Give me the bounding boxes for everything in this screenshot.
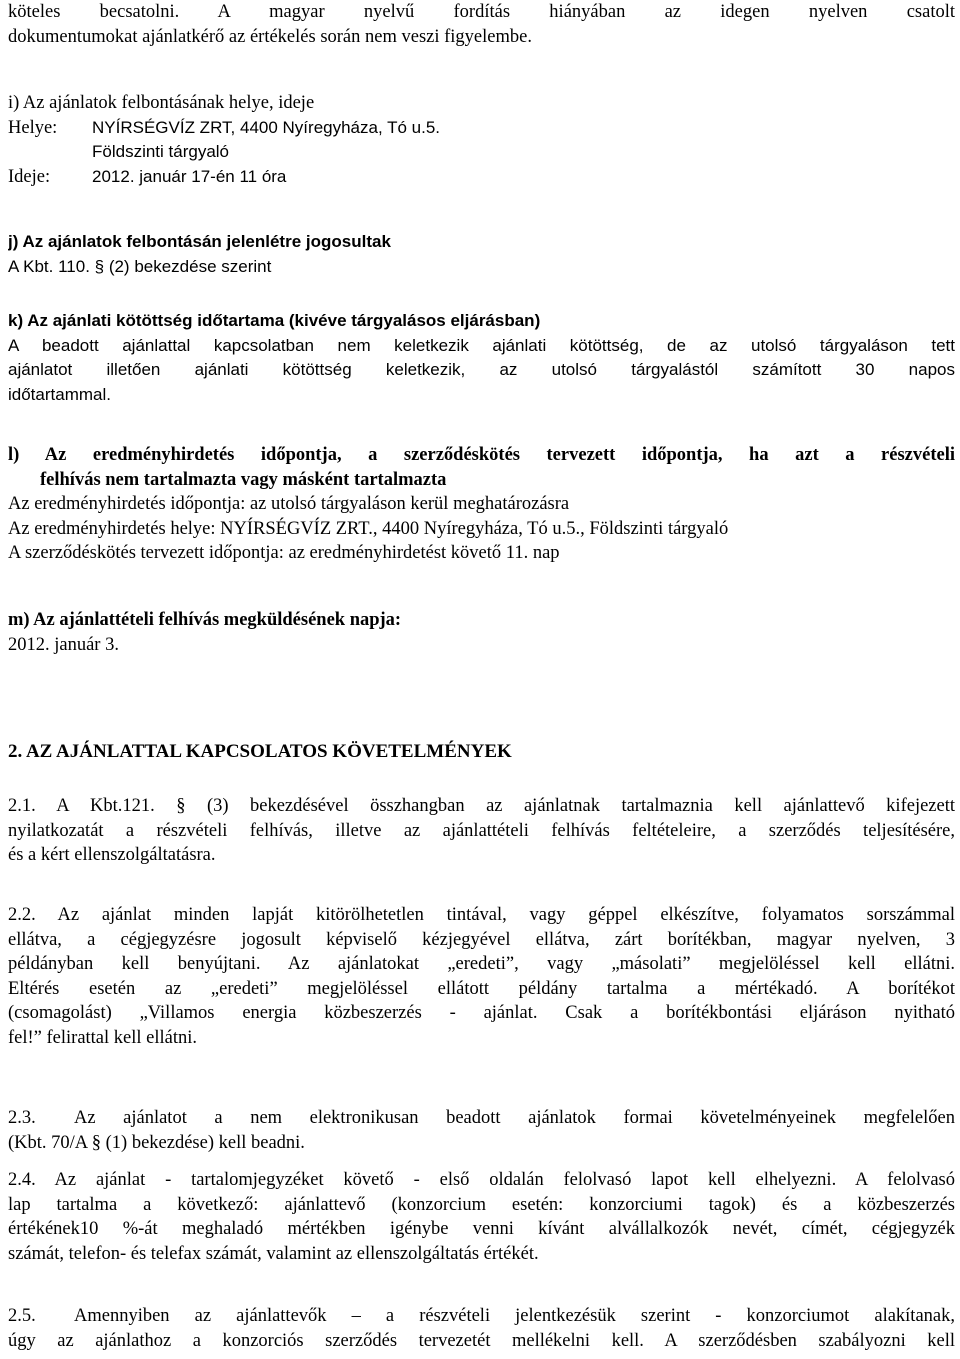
section-l <box>8 443 955 566</box>
section-k-heading: k) Az ajánlati kötöttség időtartama (kivéve tárgyalásos eljárásban) <box>8 311 541 330</box>
place-value: NYÍRSÉGVÍZ ZRT, 4400 Nyíregyháza, Tó u.5. <box>92 117 441 137</box>
text-line: 2.1. A Kbt.121. § (3) bekezdésével összhangban az ajánlatnak tartalmaznia kell ajánlattevő kifejezett <box>8 796 955 816</box>
text-line: nyilatkozatát a részvételi felhívás, illetve az ajánlattételi felhívás feltételeire, a szerződés teljesítésére, <box>8 820 955 841</box>
time-label: Ideje: <box>8 166 51 187</box>
section-j-heading: j) Az ajánlatok felbontásán jelenlétre jogosultak <box>8 232 391 251</box>
section-l-heading: l) Az eredményhirdetés időpontja, a szerződéskötés tervezett időpontja, ha azt a részvételi <box>8 445 955 465</box>
text-line: (csomagolást) „Villamos energia közbeszerzés - ajánlat. Csak a borítékbontási eljáráson nyitható <box>8 1003 955 1024</box>
text-line: számát, telefon- és telefax számát, valamint az ellenszolgáltatás értékét. <box>8 1243 539 1264</box>
paragraph-2-5 <box>8 1304 955 1353</box>
place-value-2: Földszinti tárgyaló <box>92 142 230 162</box>
text-line: példányban kell benyújtani. Az ajánlatokat „eredeti”, vagy „másolati” megjelöléssel kell ellátni. <box>8 954 955 975</box>
text-line: ajánlatot illetően ajánlati kötöttség keletkezik, az utolsó tárgyalástól számított 30 napos <box>8 360 955 380</box>
text-line: és a kért ellenszolgáltatásra. <box>8 845 216 866</box>
paragraph-2-3 <box>8 1106 955 1155</box>
section-k <box>8 309 955 407</box>
text-line: fel!” felirattal kell ellátni. <box>8 1027 198 1048</box>
text-line: 2.2. Az ajánlat minden lapját kitörölhetetlen tintával, vagy géppel elkészítve, folyamatos sorszámmal <box>8 905 955 925</box>
text-line: Amennyiben az ajánlattevők – a részvételi jelentkezésük szerint - konzorciumot alakítanak, <box>74 1306 955 1326</box>
paragraph-2-2 <box>8 903 955 1051</box>
text-line: 2.4. Az ajánlat - tartalomjegyzéket követő - első oldalán felolvasó lapot kell elhelyezni. A felolvasó <box>8 1170 955 1190</box>
section-m <box>8 608 955 657</box>
time-row <box>8 165 955 190</box>
section-i <box>8 91 955 189</box>
section-j <box>8 230 955 279</box>
text-line: ellátva, a cégjegyzésre jogosult képviselő kézjegyével ellátva, zárt borítékban, magyar nyelven, 3 <box>8 929 955 950</box>
text-line: Az eredményhirdetés időpontja: az utolsó tárgyaláson kerül meghatározásra <box>8 494 570 515</box>
paragraph-2-5-first <box>8 1304 955 1329</box>
place-label: Helye: <box>8 117 58 138</box>
place-row <box>8 116 955 141</box>
section-i-heading: i) Az ajánlatok felbontásának helye, ideje <box>8 93 315 113</box>
section-m-body: 2012. január 3. <box>8 634 119 655</box>
section-l-heading-cont: felhívás nem tartalmazta vagy másként tartalmazta <box>40 469 447 490</box>
time-value: 2012. január 17-én 11 óra <box>92 166 287 186</box>
text-line: köteles becsatolni. A magyar nyelvű fordítás hiányában az idegen nyelven csatolt <box>8 2 955 22</box>
chapter-2-heading: 2. AZ AJÁNLATTAL KAPCSOLATOS KÖVETELMÉNYEK <box>8 741 512 762</box>
paragraph-number: 2.5. <box>8 1306 36 1326</box>
paragraph-2-4 <box>8 1168 955 1266</box>
text-line: Az eredményhirdetés helye: NYÍRSÉGVÍZ ZRT., 4400 Nyíregyháza, Tó u.5., Földszinti tárgyaló <box>8 518 729 539</box>
text-line: Az ajánlatot a nem elektronikusan beadott ajánlatok formai követelményeinek megfelelően <box>74 1108 955 1128</box>
text-line: (Kbt. 70/A § (1) bekezdése) kell beadni. <box>8 1132 305 1153</box>
section-j-body: A Kbt. 110. § (2) bekezdése szerint <box>8 256 272 276</box>
text-line: Eltérés esetén az „eredeti” megjelöléssel ellátott példány tartalma a mértékadó. A borítékot <box>8 978 955 999</box>
paragraph-2-3-first <box>8 1106 955 1131</box>
chapter-2 <box>8 740 955 765</box>
top-paragraph <box>8 0 955 49</box>
paragraph-number: 2.3. <box>8 1108 36 1128</box>
paragraph-2-1 <box>8 794 955 868</box>
text-line: A beadott ajánlattal kapcsolatban nem keletkezik ajánlati kötöttség, de az utolsó tárgyaláson tett <box>8 335 955 355</box>
text-line: A szerződéskötés tervezett időpontja: az eredményhirdetést követő 11. nap <box>8 543 560 564</box>
text-line: időtartammal. <box>8 384 111 404</box>
text-line: értékének10 %-át meghaladó mértékben igénybe venni kívánt alvállalkozók nevét, címét, cégjegyzék <box>8 1219 955 1240</box>
text-line: úgy az ajánlathoz a konzorciós szerződés tervezetét mellékelni kell. A szerződésben szabályozni kell <box>8 1330 955 1351</box>
place-row-2 <box>8 140 955 165</box>
text-line: dokumentumokat ajánlatkérő az értékelés során nem veszi figyelembe. <box>8 26 532 47</box>
section-m-heading: m) Az ajánlattételi felhívás megküldésének napja: <box>8 610 402 630</box>
text-line: lap tartalma a következő: ajánlattevő (konzorcium esetén: konzorciumi tagok) és a közbeszerzés <box>8 1194 955 1215</box>
